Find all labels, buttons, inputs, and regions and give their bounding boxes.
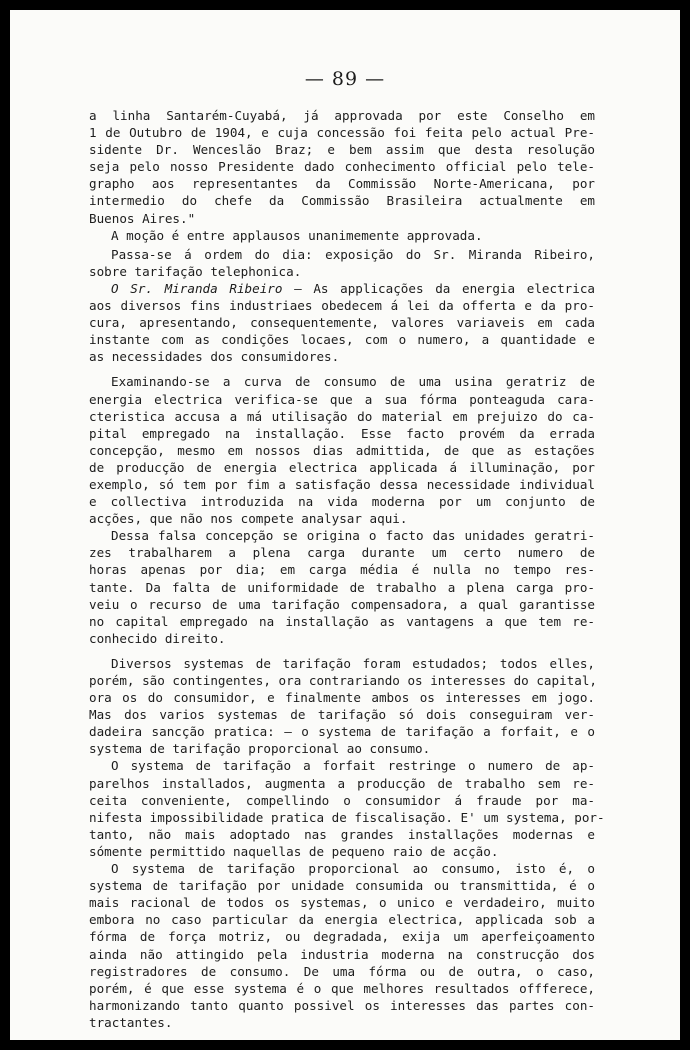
paragraph-1 xyxy=(89,107,595,227)
text-line: ora os do consumidor, e finalmente ambos os interesses em jogo. xyxy=(89,690,595,706)
text-line: A moção é entre applausos unanimemente approvada. xyxy=(111,227,483,243)
text-line: no capital empregado na installação as vantagens a que tem re- xyxy=(89,613,595,629)
document-page xyxy=(10,10,680,1040)
paragraph-9 xyxy=(89,860,595,1031)
text-line: sobre tarifação telephonica. xyxy=(89,263,302,279)
text-line xyxy=(89,280,595,297)
text-line: ainda não attingido pela industria moderna na construcção dos xyxy=(89,946,595,962)
text-line: acções, que não nos compete analysar aqui. xyxy=(89,511,408,527)
paragraph-6 xyxy=(89,527,595,647)
text-line: zes trabalharem a plena carga durante um certo numero de xyxy=(89,545,595,561)
text-line: dadeira sancção pratica: — o systema de tarifação a forfait, e o xyxy=(89,724,595,740)
text-line: a linha Santarém-Cuyabá, já approvada por este Conselho em xyxy=(89,108,595,123)
text-line: ceita conveniente, compellindo o consumidor á fraude por ma- xyxy=(89,792,595,808)
text-line: as necessidades dos consumidores. xyxy=(89,349,340,365)
text-line: Buenos Aires." xyxy=(89,210,196,226)
paragraph-7 xyxy=(89,655,595,758)
page-number: — 89 — xyxy=(304,68,386,90)
text-line: Dessa falsa concepção se origina o facto das unidades geratri- xyxy=(111,528,595,544)
text-line: porém, é que esse systema é o que melhores resultados offferece, xyxy=(89,980,595,996)
text-line: nifesta impossibilidade pratica de fiscalisação. E' um systema, por- xyxy=(89,809,605,825)
text-line: aos diversos fins industriaes obedecem á lei da offerta e da pro- xyxy=(89,298,595,314)
text-line: horas apenas por dia; em carga média é nulla no tempo res- xyxy=(89,562,595,578)
text-line: tractantes. xyxy=(89,1014,173,1030)
text-line: sómente permittido naquellas de pequeno raio de acção. xyxy=(89,843,499,859)
text-line: exemplo, só tem por fim a satisfação dessa necessidade individual xyxy=(89,476,595,492)
text-line: Mas dos varios systemas de tarifação só dois conseguiram ver- xyxy=(89,707,595,723)
text-line: pital empregado na installação. Esse facto provém da errada xyxy=(89,425,595,441)
text-line: harmonizando tanto quanto possivel os interesses das partes con- xyxy=(89,997,595,1013)
body-text xyxy=(89,107,605,1031)
paragraph-3 xyxy=(89,246,595,280)
paragraph-8 xyxy=(89,757,605,860)
text-line: embora no caso particular da energia electrica, applicada sob a xyxy=(89,912,595,928)
text-line: de producção de energia electrica applicada á illuminação, por xyxy=(89,459,595,475)
text-line: sidente Dr. Wenceslão Braz; e bem assim que desta resolução xyxy=(89,142,595,158)
text-line: 1 de Outubro de 1904, e cuja concessão foi feita pelo actual Pre- xyxy=(89,125,595,141)
text-line: tante. Da falta de uniformidade de trabalho a plena carga pro- xyxy=(89,579,595,595)
text-line: e collectiva introduzida na vida moderna por um conjunto de xyxy=(89,494,595,510)
text-line: seja pelo nosso Presidente dado conhecimento official pelo tele- xyxy=(89,159,595,175)
speaker-name: O Sr. Miranda Ribeiro xyxy=(111,280,283,296)
paragraph-4 xyxy=(89,280,595,365)
text-line: grapho aos representantes da Commissão Norte-Americana, por xyxy=(89,176,595,192)
text-line: parelhos installados, augmenta a producção de trabalho sem re- xyxy=(89,775,595,791)
text-line: systema de tarifação por unidade consumida ou transmittida, é o xyxy=(89,878,595,894)
text-line: Examinando-se a curva de consumo de uma usina geratriz de xyxy=(111,374,595,390)
text-line: fórma de força motriz, ou degradada, exija um aperfeiçoamento xyxy=(89,929,595,945)
text-line: cura, apresentando, consequentemente, valores variaveis em cada xyxy=(89,315,595,331)
text-line: concepção, mesmo em nossos dias admittida, de que as estações xyxy=(89,442,595,458)
text-line: O systema de tarifação a forfait restringe o numero de ap- xyxy=(111,758,595,774)
text-line: instante com as condições locaes, com o numero, a quantidade e xyxy=(89,332,595,348)
paragraph-5 xyxy=(89,373,595,527)
text-fragment: — As applicações da energia electrica xyxy=(282,280,595,296)
text-line: conhecido direito. xyxy=(89,630,226,646)
text-line: tanto, não mais adoptado nas grandes installações modernas e xyxy=(89,826,595,842)
paragraph-2 xyxy=(89,227,595,244)
text-line: systema de tarifação proporcional ao consumo. xyxy=(89,741,431,757)
text-line: mais racional de todos os systemas, o unico e verdadeiro, muito xyxy=(89,895,595,911)
text-line: cteristica accusa a má utilisação do material em prejuizo do ca- xyxy=(89,408,595,424)
text-line: porém, são contingentes, ora contrariando os interesses do capital, xyxy=(89,673,597,688)
text-line: registradores de consumo. De uma fórma ou de outra, o caso, xyxy=(89,963,595,979)
text-line: O systema de tarifação proporcional ao consumo, isto é, o xyxy=(111,861,595,877)
text-line: Passa-se á ordem do dia: exposição do Sr. Miranda Ribeiro, xyxy=(111,246,595,262)
text-line: intermedio do chefe da Commissão Brasileira actualmente em xyxy=(89,193,595,209)
text-line: veiu o recurso de uma tarifação compensadora, a qual garantisse xyxy=(89,596,595,612)
text-line: Diversos systemas de tarifação foram estudados; todos elles, xyxy=(111,655,595,671)
text-line: energia electrica verifica-se que a sua fórma ponteaguda cara- xyxy=(89,391,595,407)
